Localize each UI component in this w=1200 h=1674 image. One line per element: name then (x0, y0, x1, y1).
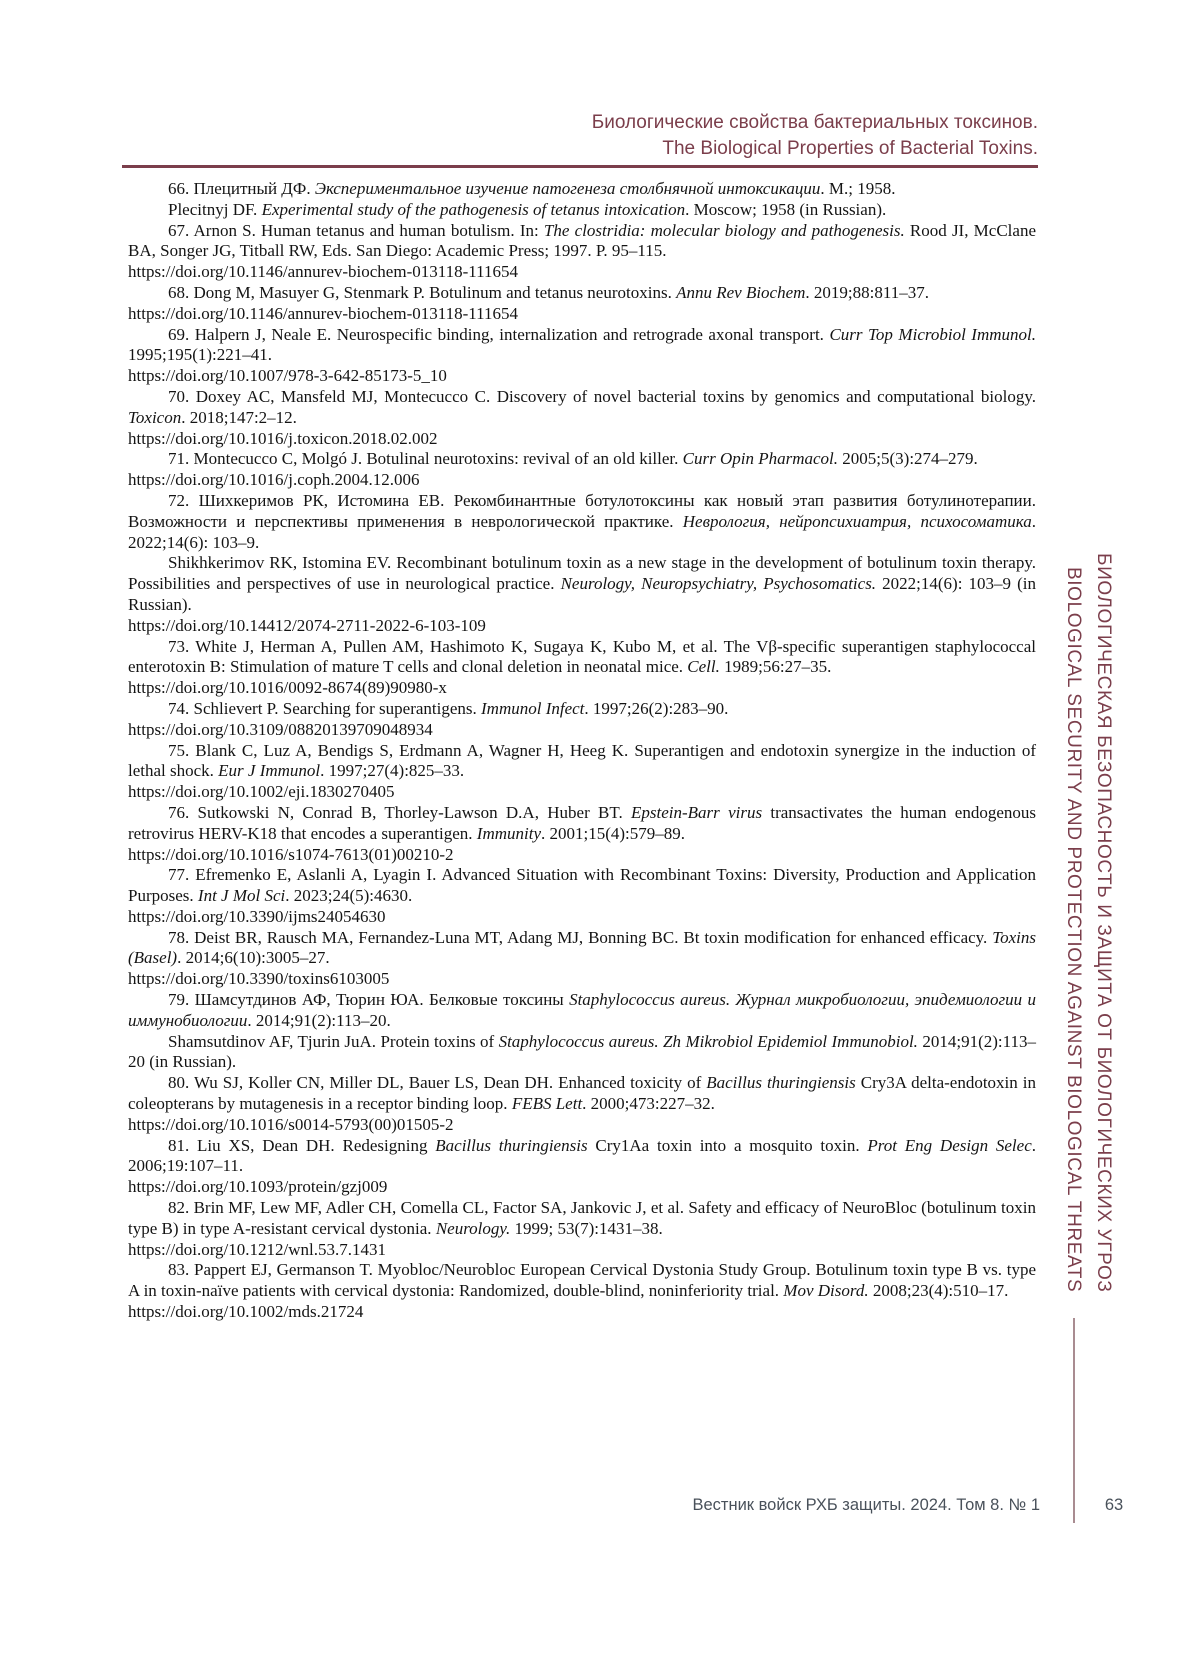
reference-text-run: https://doi.org/10.1016/j.coph.2004.12.006 (128, 470, 420, 490)
reference-text-run: 2014;91(2):113–20 (in Russian). (128, 1031, 1036, 1072)
footer-vertical-rule (1073, 1318, 1075, 1523)
reference-paragraph (128, 1032, 1036, 1074)
reference-text-run: 2008;23(4):510–17. (868, 1281, 1009, 1301)
reference-text-run: Immunity (476, 823, 542, 843)
reference-text-run: Curr Opin Pharmacol. (682, 449, 839, 469)
reference-text-run: Staphylococcus aureus. Zh Mikrobiol Epidemiol Immunobiol. (498, 1031, 918, 1051)
reference-text-run: The clostridia: molecular biology and pathogenesis. (543, 220, 905, 240)
reference-text-run: https://doi.org/10.1016/j.toxicon.2018.02.002 (128, 428, 438, 448)
reference-text-run: https://doi.org/10.1002/mds.21724 (128, 1302, 364, 1322)
reference-text-run: 70. Doxey AC, Mansfeld MJ, Montecucco C. Discovery of novel bacterial toxins by genomics and computational biology. (168, 386, 1036, 406)
vertical-banner-ru: БИОЛОГИЧЕСКАЯ БЕЗОПАСНОСТЬ И ЗАЩИТА ОТ БИОЛОГИЧЕСКИХ УГРОЗ (1093, 552, 1114, 1292)
reference-text-run: Plecitnyj DF. (168, 199, 262, 219)
reference-doi-line (128, 1240, 1036, 1261)
reference-text-run: https://doi.org/10.1093/protein/gzj009 (128, 1177, 388, 1197)
reference-text-run: Neurology, Neuropsychiatry, Psychosomatics. (560, 574, 877, 594)
reference-text-run: https://doi.org/10.1016/s0014-5793(00)01505-2 (128, 1114, 454, 1134)
reference-text-run: Mov Disord. (783, 1281, 869, 1301)
reference-text-run: 71. Montecucco C, Molgó J. Botulinal neurotoxins: revival of an old killer. (168, 449, 683, 469)
reference-doi-line (128, 616, 1036, 637)
reference-text-run: 82. Brin MF, Lew MF, Adler CH, Comella CL, Factor SA, Jankovic J, et al. Safety and efficacy of NeuroBloc (botulinum toxin type B) in type A-resistant cervical dystonia. (128, 1198, 1036, 1238)
reference-text-run: Экспериментальное изучение патогенеза столбнячной интоксикации (314, 179, 821, 198)
reference-paragraph (128, 1136, 1036, 1178)
reference-doi-line (128, 1302, 1036, 1323)
header-rule (122, 165, 1038, 168)
reference-text-run: 78. Deist BR, Rausch MA, Fernandez-Luna MT, Adang MJ, Bonning BC. Bt toxin modification for enhanced efficacy. (168, 927, 993, 947)
reference-doi-line (128, 1177, 1036, 1198)
reference-text-run: 72. Шихкеримов РК, Истомина ЕВ. Рекомбинантные ботулотоксины как новый этап развития ботулинотерапии. Возможности и перспективы применения в неврологической практике. (128, 490, 1036, 531)
reference-text-run: 83. Pappert EJ, Germanson T. Myobloc/Neurobloc European Cervical Dystonia Study Group. Botulinum toxin type B vs. type A in toxin-naïve patients with cervical dystonia: Randomized, double-blind, noninferiority trial. (128, 1260, 1036, 1301)
page-number: 63 (1104, 1496, 1124, 1514)
reference-paragraph (128, 928, 1036, 970)
reference-doi-line (128, 1115, 1036, 1136)
reference-text-run: Annu Rev Biochem (676, 282, 806, 302)
reference-paragraph (128, 179, 1036, 200)
reference-text-run: Rood JI, McClane BA, Songer JG, Titball RW, Eds. San Diego: Academic Press; 1997. P. 95–115. (128, 220, 1036, 261)
reference-paragraph (128, 387, 1036, 429)
reference-paragraph (128, 1073, 1036, 1115)
reference-text-run: 1989;56:27–35. (719, 657, 832, 677)
reference-text-run: https://doi.org/10.3390/ijms24054630 (128, 906, 386, 926)
reference-text-run: . 1997;27(4):825–33. (320, 761, 465, 781)
reference-text-run: https://doi.org/10.1016/s1074-7613(01)00210-2 (128, 844, 454, 864)
reference-doi-line (128, 720, 1036, 741)
reference-text-run: 79. Шамсутдинов АФ, Тюрин ЮА. Белковые токсины (168, 990, 570, 1010)
reference-doi-line (128, 969, 1036, 990)
reference-text-run: Bacillus thuringiensis (435, 1135, 588, 1155)
reference-text-run: 69. Halpern J, Neale E. Neurospecific binding, internalization and retrograde axonal transport. (168, 324, 830, 344)
reference-text-run: . Moscow; 1958 (in Russian). (685, 199, 887, 219)
reference-text-run: https://doi.org/10.1002/eji.1830270405 (128, 782, 395, 802)
reference-paragraph (128, 325, 1036, 367)
reference-text-run: . 2014;91(2):113–20. (247, 1010, 391, 1030)
running-head-en: The Biological Properties of Bacterial Toxins. (662, 138, 1038, 159)
vertical-banner-en: BIOLOGICAL SECURITY AND PROTECTION AGAINST BIOLOGICAL THREATS (1063, 566, 1084, 1292)
reference-text-run: https://doi.org/10.1007/978-3-642-85173-5_10 (128, 366, 447, 386)
reference-text-run: https://doi.org/10.3109/08820139709048934 (128, 719, 433, 739)
reference-paragraph (128, 491, 1036, 553)
reference-text-run: Shamsutdinov AF, Tjurin JuA. Protein toxins of (168, 1031, 499, 1051)
reference-text-run: . 1997;26(2):283–90. (584, 698, 729, 718)
reference-text-run: Immunol Infect (481, 698, 585, 718)
reference-text-run: https://doi.org/10.3390/toxins6103005 (128, 969, 390, 989)
reference-text-run: 1999; 53(7):1431–38. (510, 1218, 663, 1238)
reference-doi-line (128, 304, 1036, 325)
reference-doi-line (128, 678, 1036, 699)
reference-text-run: Staphylococcus aureus. Журнал микробиологии, эпидемиологии и иммунобиологии (128, 990, 1036, 1030)
reference-text-run: Bacillus thuringiensis (706, 1073, 856, 1093)
reference-text-run: . 2014;6(10):3005–27. (177, 948, 330, 968)
reference-paragraph (128, 553, 1036, 615)
reference-text-run: . 2000;473:227–32. (582, 1094, 715, 1114)
reference-text-run: Cry3A delta-endotoxin in coleopterans by mutagenesis in a receptor binding loop. (128, 1073, 1036, 1114)
reference-text-run: Int J Mol Sci (197, 886, 286, 906)
reference-doi-line (128, 470, 1036, 491)
reference-text-run: . 2022;14(6): 103–9. (128, 511, 1036, 552)
reference-text-run: . 2023;24(5):4630. (285, 886, 413, 906)
reference-paragraph (128, 803, 1036, 845)
vertical-journal-banner (1058, 552, 1118, 1292)
reference-text-run: Epstein-Barr virus (631, 802, 763, 822)
reference-text-run: https://doi.org/10.1212/wnl.53.7.1431 (128, 1239, 387, 1259)
references-list (128, 179, 1036, 1323)
reference-text-run: transactivates the human endogenous retrovirus HERV-K18 that encodes a superantigen. (128, 802, 1036, 843)
reference-text-run: 73. White J, Herman A, Pullen AM, Hashimoto K, Sugaya K, Kubo M, et al. The Vβ-specific superantigen staphylococcal enterotoxin B: Stimulation of mature T cells and clonal deletion in neonatal mice. (128, 636, 1036, 677)
reference-paragraph (128, 1260, 1036, 1302)
reference-text-run: https://doi.org/10.1016/0092-8674(89)90980-x (128, 678, 447, 698)
reference-text-run: 80. Wu SJ, Koller CN, Miller DL, Bauer LS, Dean DH. Enhanced toxicity of (168, 1073, 707, 1093)
reference-text-run: Experimental study of the pathogenesis of tetanus intoxication (261, 199, 686, 219)
reference-doi-line (128, 782, 1036, 803)
reference-text-run: 76. Sutkowski N, Conrad B, Thorley-Lawson D.A, Huber BT. (168, 802, 632, 822)
reference-text-run: Cry1Aa toxin into a mosquito toxin. (587, 1135, 868, 1155)
reference-text-run: . М.; 1958. (820, 179, 896, 198)
reference-text-run: Toxins (Basel) (128, 927, 1036, 968)
reference-text-run: https://doi.org/10.14412/2074-2711-2022-6-103-109 (128, 615, 486, 635)
reference-text-run: . 2019;88:811–37. (805, 282, 929, 302)
reference-paragraph (128, 221, 1036, 263)
reference-text-run: Eur J Immunol (218, 761, 321, 781)
running-head (592, 110, 1038, 162)
reference-text-run: . 2006;19:107–11. (128, 1135, 1036, 1176)
reference-text-run: Curr Top Microbiol Immunol. (829, 324, 1036, 344)
reference-text-run: Neurology. (435, 1218, 511, 1238)
reference-text-run: Неврология, нейропсихиатрия, психосоматика (682, 511, 1032, 531)
reference-paragraph (128, 699, 1036, 720)
reference-text-run: 77. Efremenko E, Aslanli A, Lyagin I. Advanced Situation with Recombinant Toxins: Diversity, Production and Application Purposes. (128, 865, 1036, 906)
reference-text-run: FEBS Lett (511, 1094, 583, 1114)
footer-journal-line: Вестник войск РХБ защиты. 2024. Том 8. № 1 (692, 1496, 1040, 1514)
reference-doi-line (128, 262, 1036, 283)
reference-paragraph (128, 741, 1036, 783)
reference-text-run: 75. Blank C, Luz A, Bendigs S, Erdmann A, Wagner H, Heeg K. Superantigen and endotoxin synergize in the induction of lethal shock. (128, 740, 1036, 781)
reference-doi-line (128, 366, 1036, 387)
reference-text-run: Cell. (687, 657, 720, 677)
reference-text-run: . 2018;147:2–12. (181, 407, 297, 427)
reference-text-run: 68. Dong M, Masuyer G, Stenmark P. Botulinum and tetanus neurotoxins. (168, 282, 677, 302)
reference-text-run: https://doi.org/10.1146/annurev-biochem-013118-111654 (128, 262, 519, 282)
reference-text-run: . 2001;15(4):579–89. (541, 823, 686, 843)
reference-text-run: 2022;14(6): 103–9 (in Russian). (128, 574, 1037, 614)
running-head-ru: Биологические свойства бактериальных токсинов. (591, 112, 1038, 133)
reference-paragraph (128, 1198, 1036, 1240)
reference-text-run: Shikhkerimov RK, Istomina EV. Recombinant botulinum toxin as a new stage in the development of botulinum toxin therapy. Possibilities and perspectives of use in neurological practice. (128, 553, 1036, 594)
reference-text-run: 74. Schlievert P. Searching for superantigens. (168, 698, 482, 718)
reference-text-run: 1995;195(1):221–41. (128, 345, 273, 365)
reference-text-run: https://doi.org/10.1146/annurev-biochem-013118-111654 (128, 303, 519, 323)
reference-paragraph (128, 637, 1036, 679)
reference-doi-line (128, 907, 1036, 928)
reference-paragraph (128, 200, 1036, 221)
reference-text-run: Prot Eng Design Selec (867, 1135, 1032, 1155)
reference-doi-line (128, 429, 1036, 450)
reference-paragraph (128, 990, 1036, 1032)
reference-text-run: 81. Liu XS, Dean DH. Redesigning (168, 1135, 436, 1155)
reference-paragraph (128, 283, 1036, 304)
reference-paragraph (128, 865, 1036, 907)
reference-text-run: Toxicon (128, 407, 182, 427)
reference-paragraph (128, 449, 1036, 470)
reference-text-run: 66. Плецитный ДФ. (168, 179, 315, 198)
reference-doi-line (128, 845, 1036, 866)
reference-text-run: 2005;5(3):274–279. (838, 449, 978, 469)
reference-text-run: 67. Arnon S. Human tetanus and human botulism. In: (168, 220, 544, 240)
